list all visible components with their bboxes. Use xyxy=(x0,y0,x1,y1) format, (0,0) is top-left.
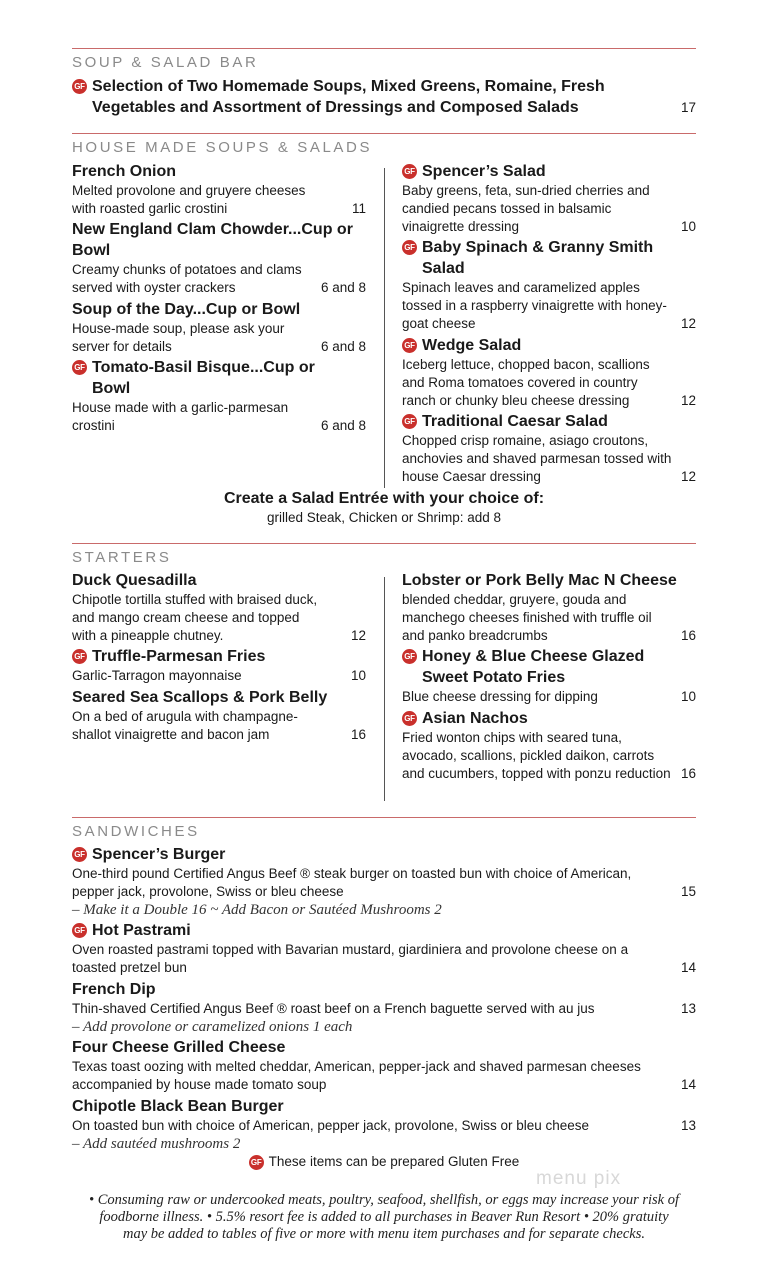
item-name: Honey & Blue Cheese Glazed Sweet Potato Fries xyxy=(422,648,645,686)
item-desc: Fried wonton chips with seared tuna, avocado, scallions, pickled daikon, carrots and cucumbers, topped with ponzu reduction xyxy=(402,730,671,781)
gluten-free-legend-text: These items can be prepared Gluten Free xyxy=(268,1154,520,1169)
salad-entree-options: grilled Steak, Chicken or Shrimp: add 8 xyxy=(266,510,502,525)
item-desc: Garlic-Tarragon mayonnaise xyxy=(72,668,242,683)
menu-item-soup-salad-bar xyxy=(72,76,696,118)
item-note: – Make it a Double 16 ~ Add Bacon or Sautéed Mushrooms 2 xyxy=(72,902,442,918)
item-price: 6 and 8 xyxy=(320,418,366,433)
menu-item-tomato-bisque xyxy=(72,357,366,435)
item-desc: Chipotle tortilla stuffed with braised duck, and mango cream cheese and topped with a pineapple chutney. xyxy=(72,592,318,643)
section-title-soup-salad-bar: SOUP & SALAD BAR xyxy=(72,54,259,71)
menu-item-soup-of-day xyxy=(72,299,366,356)
item-price: 16 xyxy=(350,727,366,742)
section-title-house-made: HOUSE MADE SOUPS & SALADS xyxy=(72,139,373,156)
item-desc: Texas toast oozing with melted cheddar, American, pepper-jack and shaved parmesan cheeses accompanied by house made tomato soup xyxy=(72,1059,641,1092)
menu-item-mac-n-cheese xyxy=(402,570,696,645)
item-name: Lobster or Pork Belly Mac N Cheese xyxy=(402,572,677,589)
section-divider xyxy=(72,817,696,818)
item-price: 16 xyxy=(680,766,696,781)
item-name: Truffle-Parmesan Fries xyxy=(92,648,266,665)
item-name: French Onion xyxy=(72,163,176,180)
menu-item-spencers-burger xyxy=(72,844,696,919)
item-desc: Blue cheese dressing for dipping xyxy=(402,689,598,704)
gluten-free-icon: GF xyxy=(72,923,87,938)
item-name: Hot Pastrami xyxy=(92,922,191,939)
gluten-free-icon: GF xyxy=(249,1155,264,1170)
menu-item-caesar-salad xyxy=(402,411,696,486)
section-divider xyxy=(72,543,696,544)
gluten-free-icon: GF xyxy=(72,79,87,94)
menu-item-duck-quesadilla xyxy=(72,570,366,645)
item-price: 11 xyxy=(351,201,366,216)
item-price: 10 xyxy=(350,668,366,683)
section-title-sandwiches: SANDWICHES xyxy=(72,823,200,840)
item-price: 12 xyxy=(680,469,696,484)
menu-item-scallops-pork-belly xyxy=(72,687,366,744)
menu-item-truffle-fries xyxy=(72,646,366,685)
watermark: menu pix xyxy=(536,1168,622,1189)
footer-disclaimer: • Consuming raw or undercooked meats, poultry, seafood, shellfish, or eggs may increase your risk of foodborne illness. • 5.5% resort fee is added to all purchases in Beaver Run Resort • 20% gratuity may be added to tables of five or more with menu item purchases and for separate checks. xyxy=(89,1192,679,1242)
item-price: 12 xyxy=(680,316,696,331)
item-desc: On a bed of arugula with champagne-shallot vinaigrette and bacon jam xyxy=(72,709,298,742)
item-note: – Add provolone or caramelized onions 1 each xyxy=(72,1019,353,1035)
gluten-free-icon: GF xyxy=(402,240,417,255)
item-desc: House-made soup, please ask your server for details xyxy=(72,321,285,354)
gluten-free-icon: GF xyxy=(402,414,417,429)
item-desc: Melted provolone and gruyere cheeses with roasted garlic crostini xyxy=(72,183,306,216)
salad-entree-heading: Create a Salad Entrée with your choice of: xyxy=(223,490,545,507)
item-desc: Oven roasted pastrami topped with Bavarian mustard, giardiniera and provolone cheese on a toasted pretzel bun xyxy=(72,942,629,975)
menu-item-french-dip xyxy=(72,979,696,1036)
gluten-free-icon: GF xyxy=(72,360,87,375)
item-desc: Spinach leaves and caramelized apples tossed in a raspberry vinaigrette with honey-goat cheese xyxy=(402,280,667,331)
item-price: 13 xyxy=(680,1118,696,1133)
item-note: – Add sautéed mushrooms 2 xyxy=(72,1136,241,1152)
item-name: Traditional Caesar Salad xyxy=(422,413,608,430)
item-desc: Iceberg lettuce, chopped bacon, scallions and Roma tomatoes covered in country ranch or chunky bleu cheese dressing xyxy=(402,357,650,408)
section-divider xyxy=(72,133,696,134)
menu-item-sweet-potato-fries xyxy=(402,646,696,706)
menu-item-spencers-salad xyxy=(402,161,696,236)
gluten-free-icon: GF xyxy=(402,338,417,353)
section-divider xyxy=(72,48,696,49)
column-divider xyxy=(384,168,385,488)
menu-item-spinach-salad xyxy=(402,237,696,333)
item-name: Soup of the Day...Cup or Bowl xyxy=(72,301,301,318)
item-name: Selection of Two Homemade Soups, Mixed Greens, Romaine, Fresh Vegetables and Assortment of Dressings and Composed Salads xyxy=(92,78,605,116)
item-name: Duck Quesadilla xyxy=(72,572,197,589)
menu-item-grilled-cheese xyxy=(72,1037,696,1094)
item-price: 17 xyxy=(680,100,696,115)
gluten-free-icon: GF xyxy=(402,711,417,726)
item-price: 6 and 8 xyxy=(320,280,366,295)
item-name: Tomato-Basil Bisque...Cup or Bowl xyxy=(92,359,315,397)
item-price: 14 xyxy=(680,1077,696,1092)
gluten-free-icon: GF xyxy=(72,847,87,862)
item-desc: Chopped crisp romaine, asiago croutons, anchovies and shaved parmesan tossed with house Caesar dressing xyxy=(402,433,672,484)
menu-item-clam-chowder xyxy=(72,219,366,297)
item-name: Spencer’s Burger xyxy=(92,846,226,863)
item-name: Seared Sea Scallops & Pork Belly xyxy=(72,689,328,706)
menu-item-french-onion xyxy=(72,161,366,218)
item-price: 15 xyxy=(680,884,696,899)
item-price: 16 xyxy=(680,628,696,643)
item-desc: On toasted bun with choice of American, pepper jack, provolone, Swiss or bleu cheese xyxy=(72,1118,590,1133)
item-desc: Baby greens, feta, sun-dried cherries and candied pecans tossed in balsamic vinaigrette dressing xyxy=(402,183,650,234)
item-desc: Creamy chunks of potatoes and clams served with oyster crackers xyxy=(72,262,302,295)
item-price: 14 xyxy=(680,960,696,975)
item-price: 10 xyxy=(680,219,696,234)
item-desc: House made with a garlic-parmesan crostini xyxy=(72,400,289,433)
item-name: Wedge Salad xyxy=(422,337,522,354)
item-name: French Dip xyxy=(72,981,156,998)
column-divider xyxy=(384,577,385,801)
item-name: New England Clam Chowder...Cup or Bowl xyxy=(72,221,353,259)
gluten-free-icon: GF xyxy=(72,649,87,664)
item-desc: Thin-shaved Certified Angus Beef ® roast beef on a French baguette served with au jus xyxy=(72,1001,595,1016)
item-price: 6 and 8 xyxy=(320,339,366,354)
item-price: 10 xyxy=(680,689,696,704)
menu-item-hot-pastrami xyxy=(72,920,696,977)
menu-item-black-bean-burger xyxy=(72,1096,696,1153)
item-desc: blended cheddar, gruyere, gouda and manchego cheeses finished with truffle oil and panko breadcrumbs xyxy=(402,592,652,643)
gluten-free-icon: GF xyxy=(402,164,417,179)
gluten-free-icon: GF xyxy=(402,649,417,664)
item-desc: One-third pound Certified Angus Beef ® steak burger on toasted bun with choice of American, pepper jack, provolone, Swiss or bleu cheese xyxy=(72,866,632,899)
item-name: Asian Nachos xyxy=(422,710,528,727)
item-price: 12 xyxy=(350,628,366,643)
item-name: Chipotle Black Bean Burger xyxy=(72,1098,284,1115)
menu-item-asian-nachos xyxy=(402,708,696,783)
menu-item-wedge-salad xyxy=(402,335,696,410)
item-price: 13 xyxy=(680,1001,696,1016)
item-name: Spencer’s Salad xyxy=(422,163,546,180)
item-name: Four Cheese Grilled Cheese xyxy=(72,1039,286,1056)
item-price: 12 xyxy=(680,393,696,408)
item-name: Baby Spinach & Granny Smith Salad xyxy=(422,239,654,277)
section-title-starters: STARTERS xyxy=(72,549,172,566)
